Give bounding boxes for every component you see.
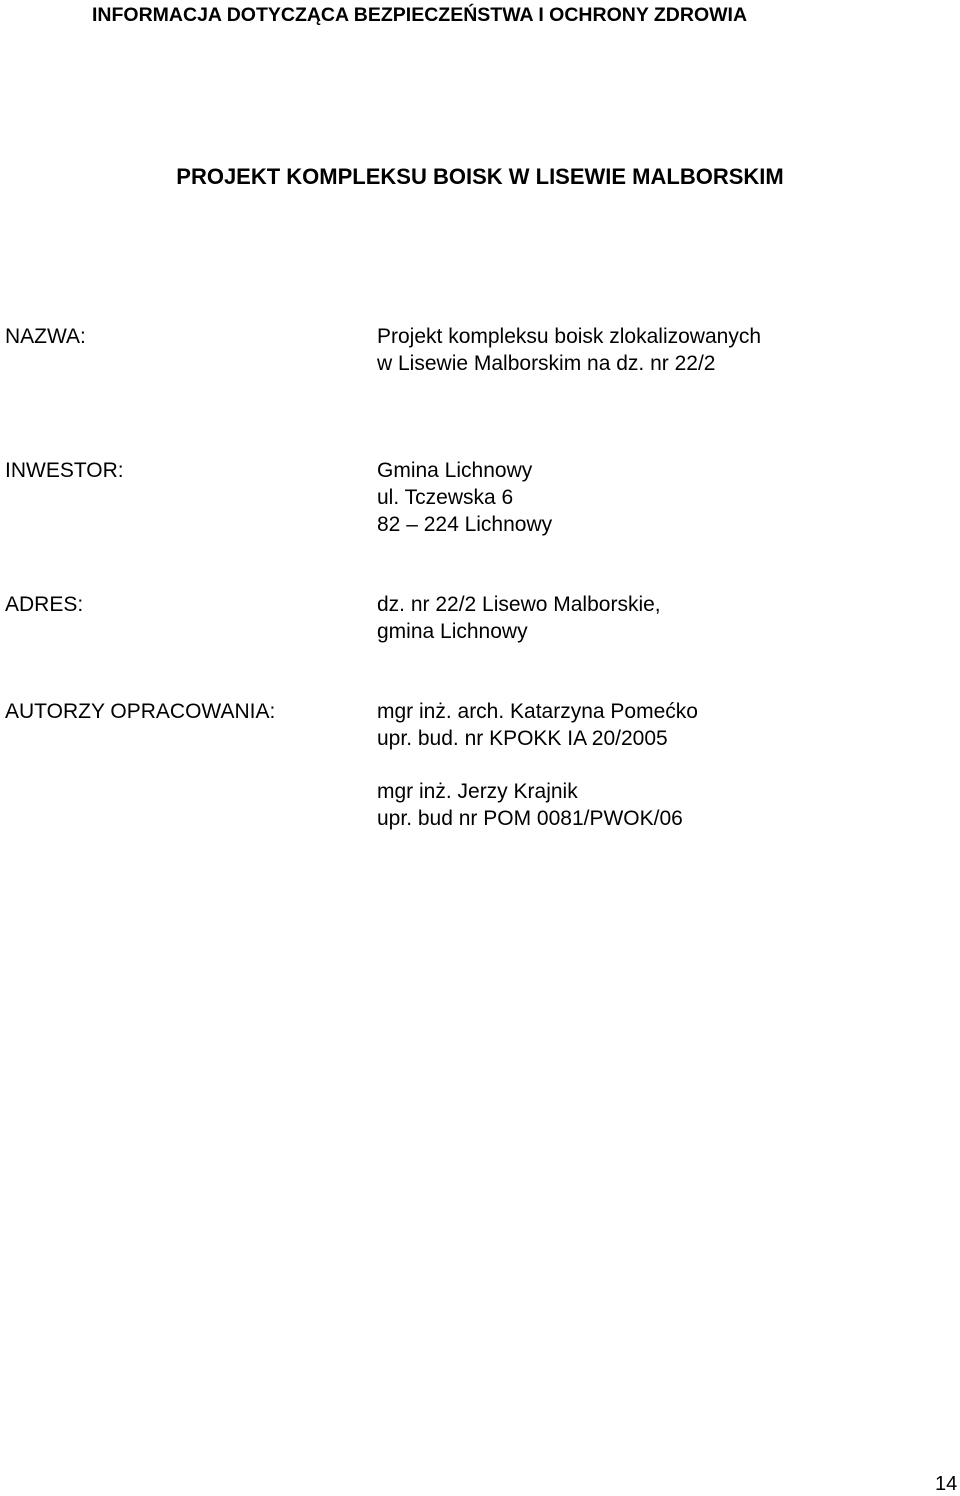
page-number: 14 [935,1473,958,1495]
nazwa-label: NAZWA: [5,325,86,348]
inwestor-value [377,457,552,538]
inwestor-label: INWESTOR: [5,459,124,482]
adres-line-2: gmina Lichnowy [377,620,528,643]
author-2 [377,778,683,832]
author-1-license: upr. bud. nr KPOKK IA 20/2005 [377,727,668,750]
adres-line-1: dz. nr 22/2 Lisewo Malborskie, [377,593,661,616]
inwestor-line-1: Gmina Lichnowy [377,459,533,482]
adres-value [377,591,661,645]
author-1-name: mgr inż. arch. Katarzyna Pomećko [377,700,698,723]
author-2-name: mgr inż. Jerzy Krajnik [377,780,578,803]
adres-label: ADRES: [5,593,84,616]
inwestor-line-3: 82 – 224 Lichnowy [377,513,553,536]
author-2-license: upr. bud nr POM 0081/PWOK/06 [377,807,683,830]
author-1 [377,698,698,752]
nazwa-value [377,323,761,377]
autorzy-label: AUTORZY OPRACOWANIA: [5,700,276,723]
inwestor-line-2: ul. Tczewska 6 [377,486,514,509]
nazwa-line-2: w Lisewie Malborskim na dz. nr 22/2 [377,352,716,375]
document-header: INFORMACJA DOTYCZĄCA BEZPIECZEŃSTWA I OCHRONY ZDROWIA [92,4,748,26]
nazwa-line-1: Projekt kompleksu boisk zlokalizowanych [377,325,761,348]
document-title: PROJEKT KOMPLEKSU BOISK W LISEWIE MALBORSKIM [176,164,784,189]
